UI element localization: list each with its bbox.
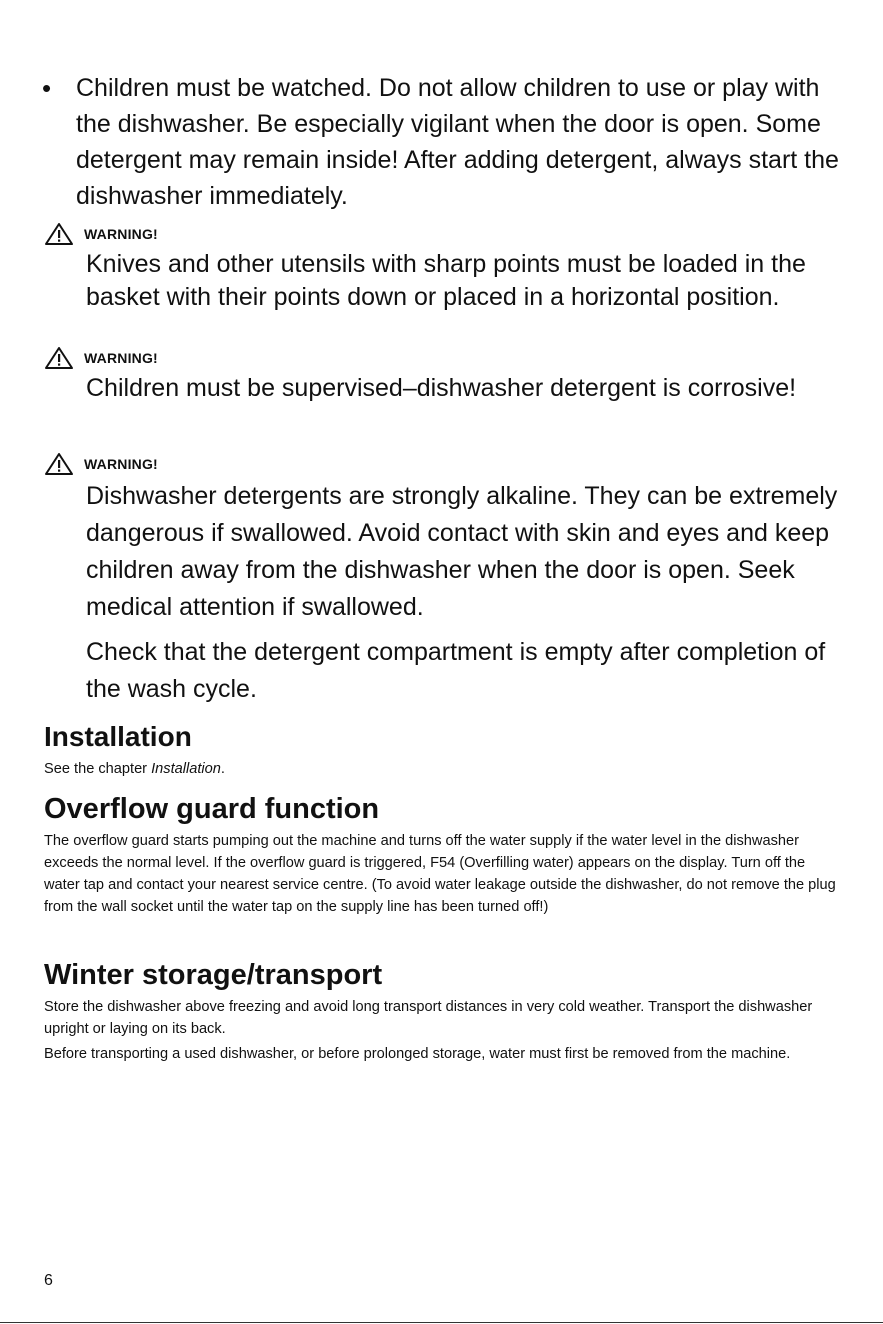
section-heading: Winter storage/transport — [44, 959, 383, 991]
warning-header — [44, 346, 844, 370]
bullet-text: Children must be watched. Do not allow children to use or play with the dishwasher. Be especially vigilant when the door is open. Some detergent may remain inside! After adding detergent, always start the dishwasher immediately. — [76, 74, 839, 210]
warning-triangle-icon — [44, 346, 74, 370]
warning-block-knives — [44, 222, 844, 314]
warning-text: Dishwasher detergents are strongly alkaline. They can be extremely dangerous if swallowed. Avoid contact with skin and eyes and keep children away from the dishwasher when the door is open. Seek medical attention if swallowed. — [86, 482, 838, 621]
warning-header — [44, 222, 844, 246]
warning-block-children — [44, 346, 844, 405]
warning-triangle-icon — [44, 452, 74, 476]
warning-block-alkaline — [44, 452, 844, 708]
bullet-item — [30, 70, 850, 214]
section-text: Before transporting a used dishwasher, or before prolonged storage, water must first be removed from the machine. — [44, 1046, 791, 1062]
section-heading: Overflow guard function — [44, 793, 380, 825]
warning-text: Knives and other utensils with sharp points must be loaded in the basket with their points down or placed in a horizontal position. — [86, 250, 806, 311]
section-text: Store the dishwasher above freezing and avoid long transport distances in very cold weather. Transport the dishwasher upright or laying on its back. — [44, 999, 813, 1037]
section-text: The overflow guard starts pumping out the machine and turns off the water supply if the water level in the dishwasher exceeds the normal level. If the overflow guard is triggered, F54 (Overfilling water) appears on the display. Turn off the water tap and contact your nearest service centre. (To avoid water leakage outside the dishwasher, do not remove the plug from the wall socket until the water tap on the supply line has been turned off!) — [44, 833, 836, 915]
warning-body — [86, 248, 844, 314]
warning-label: WARNING! — [84, 226, 158, 242]
installation-section — [44, 720, 844, 780]
winter-storage-section — [44, 958, 844, 1065]
page-number: 6 — [44, 1272, 53, 1289]
warning-triangle-icon — [44, 222, 74, 246]
warning-header — [44, 452, 844, 476]
warning-label: WARNING! — [84, 456, 158, 472]
bottom-divider — [0, 1322, 883, 1323]
section-text — [44, 758, 844, 780]
text-prefix: See the chapter — [44, 761, 152, 777]
chapter-reference: Installation — [151, 761, 221, 777]
overflow-guard-section — [44, 792, 844, 918]
warning-text: Check that the detergent compartment is empty after completion of the wash cycle. — [86, 638, 826, 703]
warning-body — [86, 478, 844, 708]
text-suffix: . — [220, 761, 225, 777]
warning-body — [86, 372, 844, 405]
warning-label: WARNING! — [84, 350, 158, 366]
warning-text: Children must be supervised–dishwasher detergent is corrosive! — [86, 374, 797, 402]
section-heading: Installation — [44, 721, 192, 752]
bullet-symbol: • — [42, 73, 52, 103]
